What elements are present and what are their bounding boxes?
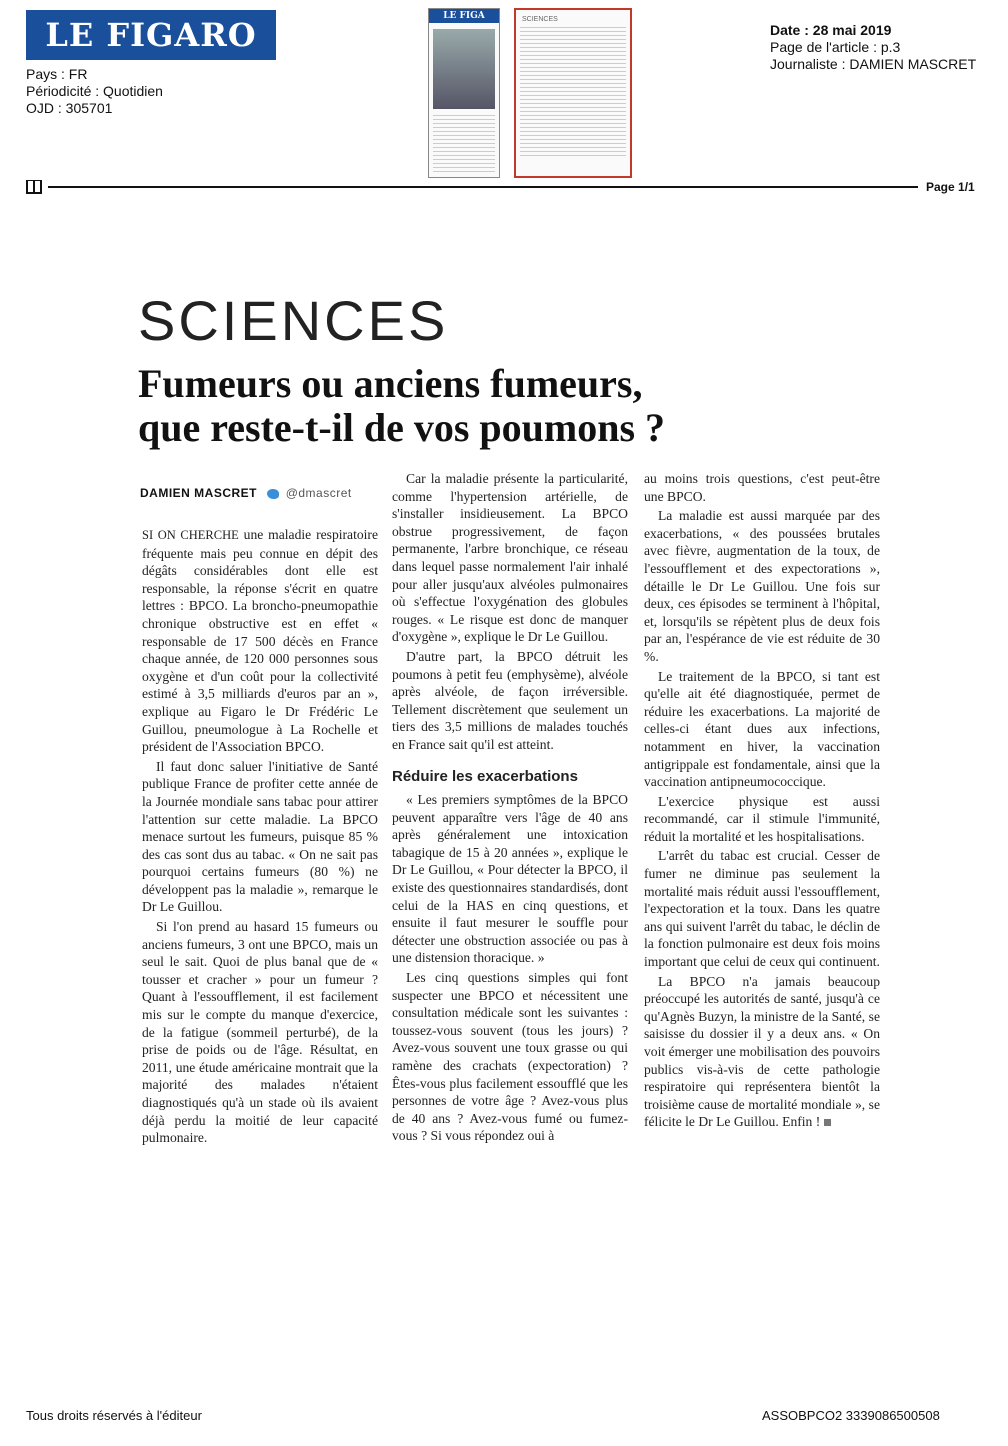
headline-line-1: Fumeurs ou anciens fumeurs, (138, 361, 643, 406)
lead-in: SI ON CHERCHE (142, 528, 239, 542)
paragraph: SI ON CHERCHE une maladie respiratoire fréquente mais peu connue en dépit des dégâts considérables dont elle est responsable, la réponse s'écrit en quatre lettres : BPCO. La broncho-pneumopathie chronique obstructive est en effet « responsable de 17 500 décès en France chaque année, de 120 000 personnes sous oxygène et d'un coût pour la collectivité estimé à 3,5 milliards d'euros par an », explique au Figaro le Dr Frédéric Le Guillou, pneumologue à La Rochelle et président de l'Association BPCO. (142, 527, 378, 755)
pays-label: Pays : FR (26, 66, 88, 82)
paragraph: Les cinq questions simples qui font suspecter une BPCO et nécessitent une consultation médicale sont les suivantes : toussez-vous souvent (tous les jours) ? Avez-vous souvent une toux grasse ou qui ramène des crachats (expectoration) ? Êtes-vous plus facilement essoufflé que les personnes de votre âge ? Avez-vous plus de 40 ans ? Avez-vous fumé ou fumez-vous ? Si vous répondez oui à (392, 970, 628, 1144)
article-headline (138, 362, 858, 450)
twitter-handle[interactable]: @dmascret (285, 486, 352, 500)
article-column-2 (392, 470, 628, 1147)
book-icon (26, 180, 42, 194)
publication-meta (26, 66, 163, 117)
page-indicator: Page 1/1 (926, 180, 975, 194)
paragraph: « Les premiers symptômes de la BPCO peuvent apparaître vers l'âge de 40 ans après généralement une intoxication tabagique de 15 à 20 années », explique le Dr Le Guillou, « Pour détecter la BPCO, il existe des questionnaires standardisés, dont celui de la HAS en cinq questions, et ensuite il faut mesurer le souffle pour détecter une obstruction associée ou pas à une distension thoracique. » (392, 792, 628, 966)
journalist-label: Journaliste : DAMIEN MASCRET (770, 56, 977, 72)
thumbnail-photo (433, 29, 495, 109)
headline-line-2: que reste-t-il de vos poumons ? (138, 405, 666, 450)
paragraph: La BPCO n'a jamais beaucoup préoccupé les autorités de santé, jusqu'à ce qu'Agnès Buzyn, la ministre de la Santé, se saisisse du dossier il y a deux ans. « On voit émerger une mobilisation des pouvoirs publics vis-à-vis de cette pathologie respiratoire qui représentera bientôt la troisième cause de mortalité mondiale », se félicite le Dr Le Guillou. Enfin ! (644, 973, 880, 1130)
article-column-1 (142, 526, 378, 1149)
article-column-3 (644, 470, 880, 1133)
paragraph: D'autre part, la BPCO détruit les poumons à petit feu (emphysème), alvéole après alvéole, de façon irréversible. Tellement discrètement que seulement un tiers des 3,5 millions de malades touchés en France sait qu'il est atteint. (392, 648, 628, 752)
byline (140, 486, 352, 500)
paragraph: L'arrêt du tabac est crucial. Cesser de fumer ne diminue pas seulement la mortalité mais réduit aussi l'essoufflement, l'expectoration et la toux. Dans les quatre ans qui suivent l'arrêt du tabac, le déclin de la fonction pulmonaire est deux fois moins important que celui de ceux qui continuent. (644, 848, 880, 970)
article-meta (770, 22, 976, 73)
document-code: ASSOBPCO2 3339086500508 (762, 1408, 940, 1423)
twitter-bird-icon (267, 489, 279, 499)
paragraph: au moins trois questions, c'est peut-être une BPCO. (644, 471, 880, 504)
rights-notice: Tous droits réservés à l'éditeur (26, 1408, 202, 1423)
article-page-thumbnail[interactable] (514, 8, 632, 178)
page-article-label: Page de l'article : p.3 (770, 39, 901, 55)
subheading: Réduire les exacerbations (392, 767, 578, 785)
paragraph: Le traitement de la BPCO, si tant est qu'elle ait été diagnostiquée, permet de réduire les exacerbations. La majorité de celles-ci étant dues aux infections, notamment en hiver, la vaccination antigrippale est fondamentale, ainsi que la vaccination antipneumococcique. (644, 668, 880, 790)
paragraph: Car la maladie présente la particularité, comme l'hypertension artérielle, de s'installer insidieusement. La BPCO obstrue progressivement, de façon permanente, l'arbre bronchique, ce réseau dans lequel passe normalement l'air inhalé pour aller jusqu'aux alvéoles pulmonaires où s'effectue l'oxygénation des globules rouges. « Le risque est donc de manquer d'oxygène », explique le Dr Le Guillou. (392, 471, 628, 645)
paragraph: La maladie est aussi marquée par des exacerbations, « des poussées brutales avec fièvre, augmentation de la toux, de l'essoufflement et des expectorations », détaille le Dr Le Guillou. Une fois sur deux, ces épisodes se terminent à l'hôpital, et, lorsqu'ils se répètent plus de deux fois par an, l'espérance de vie est réduite de 30 %. (644, 508, 880, 664)
ojd-label: OJD : 305701 (26, 100, 113, 116)
thumbnail-masthead: LE FIGA (429, 9, 499, 23)
thumbnail-section: SCIENCES (522, 16, 558, 23)
front-page-thumbnail[interactable] (428, 8, 500, 178)
section-title: SCIENCES (138, 289, 449, 352)
end-of-article-mark (824, 1119, 831, 1126)
thumbnail-text-lines (520, 27, 626, 157)
author-name: DAMIEN MASCRET (140, 486, 257, 500)
periodicite-label: Périodicité : Quotidien (26, 83, 163, 99)
thumbnail-text-lines (433, 115, 495, 175)
paragraph: Il faut donc saluer l'initiative de Santé publique France de profiter cette année de la Journée mondiale sans tabac pour attirer l'attention sur cette maladie. La BPCO menace surtout les fumeurs, puisque 85 % des cas sont dus au tabac. « On ne sait pas pourquoi certains fumeurs (80 %) ne développent pas la maladie », remarque le Dr Le Guillou. (142, 758, 378, 915)
paragraph: L'exercice physique est aussi recommandé, car il stimule l'immunité, réduit la mortalité et les hospitalisations. (644, 793, 880, 844)
le-figaro-logo: LE FIGARO (26, 10, 276, 60)
date-label: Date : 28 mai 2019 (770, 22, 892, 38)
header-divider (48, 186, 918, 188)
paragraph: Si l'on prend au hasard 15 fumeurs ou anciens fumeurs, 3 ont une BPCO, mais un seul le sait. Quoi de plus banal que de « tousser et cracher » pour un fumeur ? Quant à l'essoufflement, il est facilement mis sur le compte du manque d'exercice, de la fatigue (sommeil perturbé), de la prise de poids ou de l'âge. Résultat, en 2011, une étude américaine montrait que la majorité des malades n'étaient diagnostiqués qu'à un stade où ils avaient déjà perdu la moitié de leur capacité pulmonaire. (142, 919, 378, 1146)
